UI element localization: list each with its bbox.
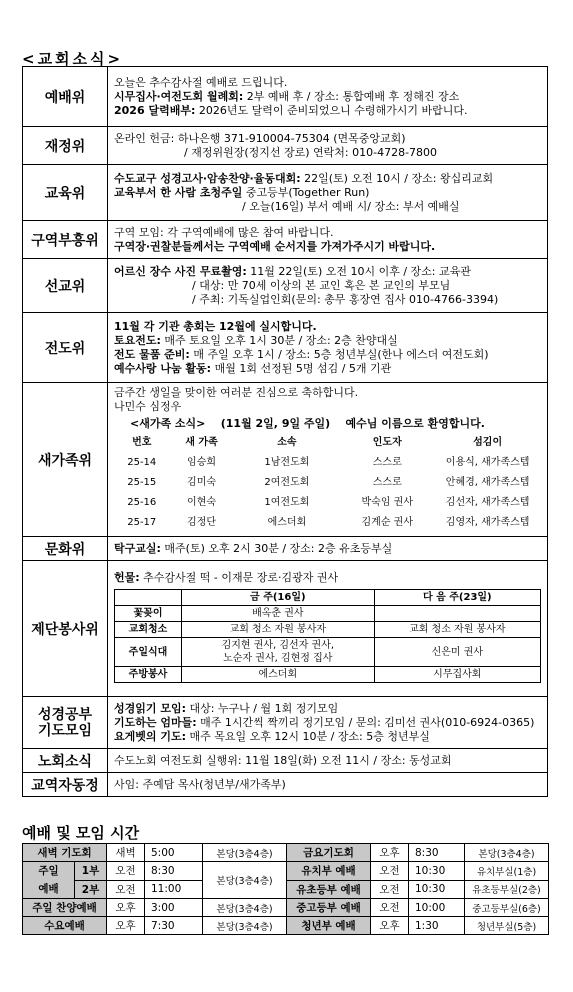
time-ampm: 오전 — [371, 862, 409, 881]
new-family-welcome: 예수님 이름으로 환영합니다. — [345, 417, 485, 430]
service-this-week: 교회 청소 자원 봉사자 — [182, 622, 375, 638]
news-content — [108, 697, 548, 749]
news-line — [114, 362, 541, 376]
news-row — [23, 697, 548, 749]
new-family-cell: 2여전도회 — [264, 477, 310, 488]
time-place: 본당(3층4층) — [203, 844, 287, 862]
news-text: 22일(토) 오전 10시 / 장소: 왕십리교회 — [300, 171, 494, 185]
new-family-cell: 김정단 — [187, 517, 217, 528]
time-place: 중고등부실(6층) — [465, 899, 549, 917]
dept-label: 구역부흥위 — [23, 221, 108, 259]
news-line — [114, 172, 541, 186]
news-row — [23, 67, 548, 127]
news-heading: 11월 각 기관 총회는 12월에 실시합니다. — [114, 319, 317, 333]
news-line — [114, 778, 541, 792]
news-row — [23, 383, 548, 537]
time-value: 8:30 — [409, 844, 465, 862]
time-label: 유초등부 예배 — [287, 880, 371, 899]
col-next-week: 다 음 주(23일) — [374, 590, 540, 606]
header-blank — [115, 590, 182, 606]
news-heading: 수도교구 성경고사·암송찬양·율동대회: — [114, 171, 301, 185]
service-next-week: 신은미 권사 — [374, 638, 540, 667]
new-family-row — [114, 513, 541, 533]
news-line — [114, 265, 541, 279]
news-content — [108, 165, 548, 221]
col-this-week: 금 주(16일) — [182, 590, 375, 606]
time-label: 새벽 기도회 — [23, 844, 107, 862]
column-header: 섬김이 — [473, 437, 503, 448]
dept-label-line1: 성경공부 — [37, 706, 93, 723]
news-heading: 예수사랑 나눔 활동: — [114, 361, 212, 375]
new-family-row — [114, 453, 541, 473]
news-line — [114, 730, 541, 744]
new-family-cell: 안혜경, 새가족스텝 — [445, 477, 530, 488]
new-family-cell: 김영자, 새가족스텝 — [445, 517, 530, 528]
news-line — [114, 542, 541, 556]
time-label: 1부 — [75, 862, 107, 881]
news-heading: 구역장·권찰분들께서는 구역예배 순서지를 가져가주시기 바랍니다. — [114, 239, 436, 253]
news-text: / 재정위원장(정지선 장로) 연락처: 010-4728-7800 — [184, 145, 438, 159]
time-label: 주일 예배 — [23, 862, 75, 899]
news-line — [114, 320, 541, 334]
column-header: 번호 — [132, 437, 152, 448]
time-ampm: 오전 — [107, 880, 145, 899]
news-content — [108, 221, 548, 259]
times-row — [23, 862, 549, 881]
time-ampm: 새벽 — [107, 844, 145, 862]
new-family-table — [114, 433, 541, 533]
service-next-week — [374, 606, 540, 622]
dept-label: 문화위 — [23, 537, 108, 561]
new-family-cell: 이현숙 — [187, 497, 217, 508]
news-content — [108, 561, 548, 697]
time-place: 청년부실(5층) — [465, 917, 549, 935]
news-row — [23, 749, 548, 773]
new-family-row — [114, 473, 541, 493]
times-row — [23, 899, 549, 917]
new-family-cell: 김미숙 — [187, 477, 217, 488]
news-line — [114, 186, 541, 200]
news-text: 매 주일 오후 1시 / 장소: 5층 청년부실(한나 에스더 여전도회) — [189, 347, 489, 361]
time-ampm: 오후 — [371, 917, 409, 935]
time-ampm: 오전 — [107, 862, 145, 881]
news-text: 사임: 주예담 목사(청년부/새가족부) — [114, 777, 286, 791]
new-family-cell: 이용식, 새가족스텝 — [445, 457, 530, 468]
news-heading: 요게벳의 기도: — [114, 729, 186, 743]
altar-service-row — [115, 606, 541, 622]
time-ampm: 오후 — [371, 844, 409, 862]
news-content — [108, 537, 548, 561]
news-content — [108, 749, 548, 773]
church-news-table — [22, 66, 548, 797]
news-line — [114, 702, 541, 716]
news-line — [114, 754, 541, 768]
news-text: 2부 예배 후 / 장소: 통합예배 후 정해진 장소 — [243, 89, 460, 103]
new-family-cell: 1여전도회 — [264, 497, 310, 508]
altar-service-table — [114, 589, 541, 683]
section-title: <교회소식> — [22, 50, 124, 68]
time-place: 본당(3층4층) — [203, 862, 287, 899]
news-line — [114, 279, 541, 293]
birthday-greeting: 금주간 생일을 맞이한 여러분 진심으로 축하합니다. — [114, 386, 359, 399]
service-this-week: 에스더회 — [182, 667, 375, 683]
news-heading: 탁구교실: — [114, 541, 161, 555]
new-family-cell: 임승희 — [187, 457, 217, 468]
service-label: 주일식대 — [115, 638, 182, 667]
time-value: 11:00 — [145, 880, 203, 899]
time-value: 7:30 — [145, 917, 203, 935]
news-heading: 2026 달력배부: — [114, 103, 196, 117]
news-text: 추수감사절 떡 - 이재문 장로·김광자 권사 — [139, 571, 339, 584]
news-text: 구역 모임: 각 구역예배에 많은 참여 바랍니다. — [114, 225, 334, 239]
news-line — [114, 146, 541, 160]
new-family-row — [114, 493, 541, 513]
service-label: 주방봉사 — [115, 667, 182, 683]
dept-label-line2: 기도모임 — [37, 722, 93, 739]
time-label: 중고등부 예배 — [287, 899, 371, 917]
dept-label: 재정위 — [23, 127, 108, 165]
time-label: 2부 — [75, 880, 107, 899]
news-text: 매주(토) 오후 2시 30분 / 장소: 2층 유초등부실 — [160, 541, 393, 555]
altar-service-row — [115, 667, 541, 683]
birthday-names: 나민수 심정우 — [114, 400, 182, 413]
news-heading: 성경읽기 모임: — [114, 701, 186, 715]
news-text: 11월 22일(토) 오전 10시 이후 / 장소: 교육관 — [246, 264, 471, 278]
new-family-cell: 25-16 — [127, 497, 157, 508]
news-text: 매주 목요일 오후 12시 10분 / 장소: 5층 청년부실 — [185, 729, 430, 743]
dept-label: 노회소식 — [23, 749, 108, 773]
dept-label: 예배위 — [23, 67, 108, 127]
dept-label: 교역자동정 — [23, 773, 108, 797]
time-label: 주일 찬양예배 — [23, 899, 107, 917]
altar-service-row — [115, 638, 541, 667]
news-heading: 토요전도: — [114, 333, 161, 347]
new-family-cell: 에스더회 — [267, 517, 307, 528]
news-line — [114, 200, 541, 214]
news-heading: 기도하는 엄마들: — [114, 715, 197, 729]
time-ampm: 오전 — [371, 899, 409, 917]
time-label: 금요기도회 — [287, 844, 371, 862]
news-row — [23, 165, 548, 221]
news-text: 매주 토요일 오후 1시 30분 / 장소: 2층 찬양대실 — [160, 333, 398, 347]
time-value: 5:00 — [145, 844, 203, 862]
time-ampm: 오후 — [107, 917, 145, 935]
news-row — [23, 537, 548, 561]
time-place: 본당(3층4층) — [465, 844, 549, 862]
times-row — [23, 844, 549, 862]
news-line — [114, 132, 541, 146]
time-value: 8:30 — [145, 862, 203, 881]
times-row — [23, 917, 549, 935]
new-family-title: <새가족 소식> — [130, 417, 206, 430]
altar-service-row — [115, 622, 541, 638]
news-content — [108, 127, 548, 165]
new-family-cell: 25-15 — [127, 477, 157, 488]
news-row — [23, 221, 548, 259]
news-content — [108, 67, 548, 127]
news-text: 2026년도 달력이 준비되었으니 수령해가시기 바랍니다. — [195, 103, 468, 117]
news-line — [114, 293, 541, 307]
service-label: 교회청소 — [115, 622, 182, 638]
dept-label: 전도위 — [23, 313, 108, 383]
time-label: 유치부 예배 — [287, 862, 371, 881]
column-header: 인도자 — [372, 437, 402, 448]
dept-label — [23, 697, 108, 749]
news-content — [108, 259, 548, 313]
new-family-cell: 김선자, 새가족스텝 — [445, 497, 530, 508]
news-content — [108, 383, 548, 537]
news-text: 매주 1시간씩 짝끼리 정기모임 / 문의: 김미선 권사(010-6924-0365) — [196, 715, 535, 729]
time-place: 본당(3층4층) — [203, 917, 287, 935]
service-label: 꽃꽂이 — [115, 606, 182, 622]
news-text: 중고등부(Together Run) — [242, 185, 370, 199]
news-line — [114, 226, 541, 240]
new-family-cell: 김계순 권사 — [361, 517, 413, 528]
service-this-week: 배옥춘 권사 — [182, 606, 375, 622]
news-row — [23, 313, 548, 383]
altar-service-header — [115, 590, 541, 606]
news-text: / 주최: 기독실업인회(문의: 총무 홍장연 집사 010-4766-3394) — [192, 292, 499, 306]
news-text: 매월 1회 선정된 5명 섬김 / 5개 기관 — [211, 361, 392, 375]
column-header: 소속 — [277, 437, 297, 448]
new-family-cell: 1남전도회 — [264, 457, 310, 468]
news-line — [114, 716, 541, 730]
news-line — [114, 348, 541, 362]
time-value: 3:00 — [145, 899, 203, 917]
service-next-week: 교회 청소 자원 봉사자 — [374, 622, 540, 638]
news-line — [114, 240, 541, 254]
new-family-dates: (11월 2일, 9일 주일) — [220, 417, 331, 430]
time-value: 1:30 — [409, 917, 465, 935]
dept-label: 제단봉사위 — [23, 561, 108, 697]
news-row — [23, 259, 548, 313]
news-row — [23, 773, 548, 797]
news-text: 오늘은 추수감사절 예배로 드립니다. — [114, 75, 288, 89]
time-value: 10:30 — [409, 862, 465, 881]
news-line — [114, 76, 541, 90]
news-heading: 헌물: — [114, 571, 140, 584]
dept-label: 교육위 — [23, 165, 108, 221]
news-row — [23, 561, 548, 697]
new-family-header — [114, 417, 541, 431]
time-place: 유치부실(1층) — [465, 862, 549, 881]
news-line — [114, 104, 541, 118]
new-family-cell: 스스로 — [372, 457, 402, 468]
news-content — [108, 313, 548, 383]
news-line — [114, 334, 541, 348]
news-text: 대상: 누구나 / 월 1회 정기모임 — [185, 701, 339, 715]
news-heading: 어르신 장수 사진 무료촬영: — [114, 264, 247, 278]
news-row — [23, 127, 548, 165]
time-ampm: 오전 — [371, 880, 409, 899]
time-value: 10:00 — [409, 899, 465, 917]
new-family-cell: 박숙임 권사 — [361, 497, 413, 508]
news-text: / 오늘(16일) 부서 예배 시/ 장소: 부서 예배실 — [242, 199, 460, 213]
column-header: 새 가족 — [185, 437, 218, 448]
news-line — [114, 90, 541, 104]
time-place: 유초등부실(2층) — [465, 880, 549, 899]
service-times-table — [22, 843, 549, 935]
new-family-columns — [114, 433, 541, 453]
news-content — [108, 773, 548, 797]
offering-line — [114, 571, 541, 585]
time-place: 본당(3층4층) — [203, 899, 287, 917]
time-ampm: 오후 — [107, 899, 145, 917]
time-label: 수요예배 — [23, 917, 107, 935]
news-heading: 시무집사·여전도회 월례회: — [114, 89, 244, 103]
times-title: 예배 및 모임 시간 — [22, 824, 140, 842]
time-value: 10:30 — [409, 880, 465, 899]
news-text: 온라인 헌금: 하나은행 371-910004-75304 (면목중앙교회) — [114, 131, 406, 145]
service-this-week: 김지현 권사, 김선자 권사, 노순자 권사, 김현정 집사 — [182, 638, 375, 667]
news-heading: 전도 물품 준비: — [114, 347, 190, 361]
news-text: 수도노회 여전도회 실행위: 11월 18일(화) 오전 11시 / 장소: 동성교회 — [114, 753, 452, 767]
new-family-cell: 25-17 — [127, 517, 157, 528]
dept-label: 선교위 — [23, 259, 108, 313]
new-family-cell: 스스로 — [372, 477, 402, 488]
time-label: 청년부 예배 — [287, 917, 371, 935]
service-next-week: 시무집사회 — [374, 667, 540, 683]
dept-label: 새가족위 — [23, 383, 108, 537]
new-family-cell: 25-14 — [127, 457, 157, 468]
news-text: / 대상: 만 70세 이상의 본 교인 혹은 본 교인의 부모님 — [192, 278, 451, 292]
news-heading: 교육부서 한 사람 초청주일 — [114, 185, 243, 199]
